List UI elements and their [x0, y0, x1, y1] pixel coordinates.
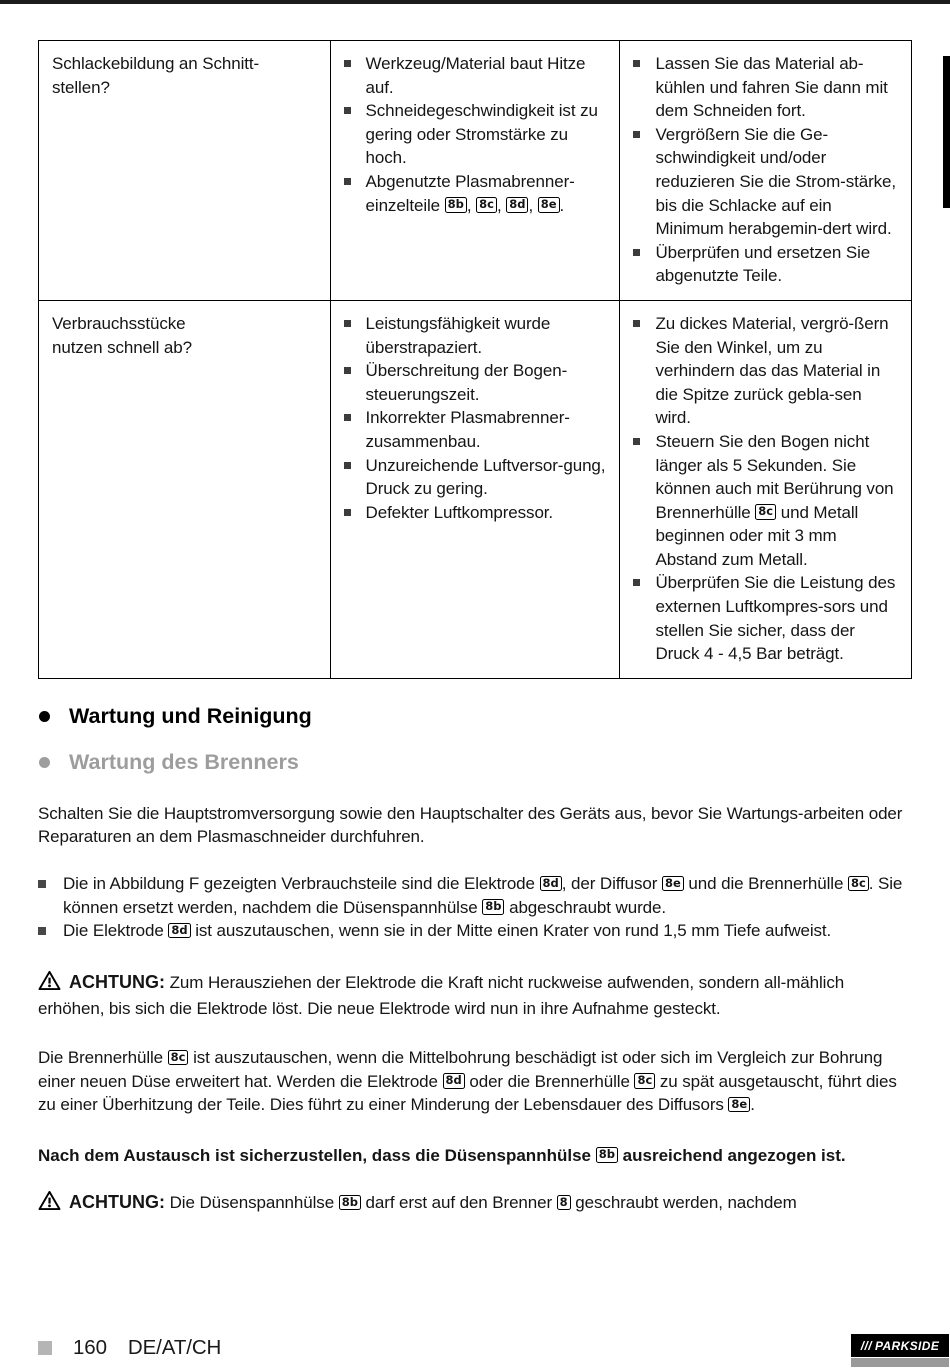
warning-note-nozzle-sleeve: [38, 1190, 912, 1218]
solution-item: [633, 241, 901, 288]
brand-name: PARKSIDE: [874, 1339, 940, 1353]
square-bullet-icon: [633, 131, 640, 138]
logo-slashes-icon: ///: [860, 1339, 872, 1353]
square-bullet-icon: [38, 927, 46, 935]
part-ref: 8d: [168, 923, 190, 939]
page-footer: [38, 1336, 221, 1360]
part-ref: 8c: [168, 1050, 189, 1066]
section-heading-torch-maintenance: [39, 749, 912, 776]
cause-item: [344, 99, 610, 170]
troubleshooting-table: [38, 40, 912, 679]
solution-text: Überprüfen Sie die Leistung des externen Luftkompres-sors und stellen Sie sicher, dass der Druck 4 - 4,5 Bar beträgt.: [655, 573, 896, 664]
part-ref: 8d: [443, 1073, 465, 1089]
warning-label: ACHTUNG:: [69, 971, 165, 992]
section-heading-maintenance: [39, 703, 912, 730]
solution-item: [633, 430, 901, 572]
table-row: [39, 41, 912, 301]
brand-logo: [851, 1334, 949, 1367]
footer-square-marker-icon: [38, 1341, 52, 1355]
solution-text: Vergrößern Sie die Ge-schwindigkeit und/oder reduzieren Sie die Strom-stärke, bis die Schlacke auf ein Minimum herabgemin-dert wird.: [655, 124, 897, 239]
square-bullet-icon: [344, 462, 351, 469]
page-number: 160: [73, 1336, 107, 1359]
part-ref: 8c: [755, 504, 776, 520]
cause-text: Defekter Luftkompressor.: [365, 502, 554, 522]
cause-text: Überschreitung der Bogen-steuerungszeit.: [365, 361, 568, 404]
cause-item: [344, 454, 610, 501]
solutions-cell: [620, 41, 912, 301]
page-side-index-marker: [943, 56, 950, 208]
part-ref: 8b: [339, 1195, 361, 1211]
cause-text: Leistungsfähigkeit wurde überstrapaziert.: [365, 313, 551, 357]
square-bullet-icon: [38, 880, 46, 888]
page-content: [38, 40, 912, 1218]
cause-text: Werkzeug/Material baut Hitze auf.: [365, 54, 586, 97]
square-bullet-icon: [344, 509, 351, 516]
paragraph-bold-retighten: Nach dem Austausch ist sicherzustellen, dass die Düsenspannhülse 8b ausreichend angezogen ist.: [38, 1145, 846, 1165]
solution-item: [633, 571, 901, 665]
part-ref: 8b: [482, 899, 504, 915]
part-ref: 8e: [662, 876, 684, 892]
solutions-cell: [620, 300, 912, 678]
cause-item: [344, 501, 610, 525]
cause-item: [344, 359, 610, 406]
solution-text: Zu dickes Material, vergrö-ßern Sie den Winkel, um zu verhindern das das Material in die Spitze zurück gebla-sen wird.: [655, 313, 889, 428]
square-bullet-icon: [633, 438, 640, 445]
warning-text: Die Düsenspannhülse 8b darf erst auf den Brenner 8 geschraubt werden, nachdem: [169, 1193, 797, 1213]
square-bullet-icon: [633, 320, 640, 327]
solution-text: Steuern Sie den Bogen nicht länger als 5 Sekunden. Sie können auch mit Berührung von Brennerhülle 8c und Metall beginnen oder mit 3 mm Abstand zum Metall.: [655, 431, 894, 569]
list-item-text: Die Elektrode 8d ist auszutauschen, wenn sie in der Mitte einen Krater von rund 1,5 mm Tiefe aufweist.: [63, 921, 832, 941]
cause-text: Abgenutzte Plasmabrenner-einzelteile 8b , 8c , 8d , 8e .: [365, 171, 575, 215]
part-ref: 8d: [506, 197, 528, 213]
paragraph-torch-sleeve: Die Brennerhülle 8c ist auszutauschen, wenn die Mittelbohrung beschädigt ist oder sich im Vergleich zur Bohrung einer neuen Düse erweitert hat. Werden die Elektrode 8d oder die Brennerhülle 8c zu spät ausgetauscht, führt dies zu einer Überhitzung der Teile. Dies führt zu einer Minderung der Lebensdauer des Diffusors 8e .: [38, 1048, 897, 1115]
warning-text: Zum Herausziehen der Elektrode die Kraft nicht ruckweise aufwenden, sondern all-mählich erhöhen, bis sich die Elektrode löst. Die neue Elektrode wird nun in ihre Aufnahme gesteckt.: [38, 972, 845, 1019]
solution-item: [633, 123, 901, 241]
cause-text: Schneidegeschwindigkeit ist zu gering oder Stromstärke zu hoch.: [365, 101, 598, 168]
square-bullet-icon: [344, 107, 351, 114]
part-ref: 8b: [445, 197, 467, 213]
list-item: [38, 919, 912, 943]
circle-bullet-icon: [39, 757, 50, 768]
warning-label: ACHTUNG:: [69, 1192, 165, 1213]
part-ref: 8c: [848, 876, 869, 892]
warning-triangle-icon: [38, 970, 61, 998]
solution-text: Überprüfen und ersetzen Sie abgenutzte Teile.: [655, 242, 871, 286]
list-item-text: Die in Abbildung F gezeigten Verbrauchsteile sind die Elektrode 8d , der Diffusor 8e und die Brennerhülle 8c . Sie können ersetzt werden, nachdem die Düsenspannhülse 8b abgeschraubt wurde.: [63, 874, 903, 917]
square-bullet-icon: [633, 60, 640, 67]
cause-text: Inkorrekter Plasmabrenner-zusammenbau.: [365, 408, 570, 451]
problem-text: Schlackebildung an Schnitt- stellen?: [52, 54, 260, 97]
region-code: DE/AT/CH: [127, 1336, 222, 1359]
warning-triangle-icon: [38, 1190, 61, 1218]
cause-item: [344, 52, 610, 99]
cause-item: [344, 406, 610, 453]
part-ref: 8d: [540, 876, 562, 892]
list-item: [38, 872, 912, 919]
square-bullet-icon: [633, 579, 640, 586]
logo-gray-bar: [851, 1358, 949, 1367]
part-ref: 8: [557, 1195, 571, 1211]
square-bullet-icon: [344, 414, 351, 421]
circle-bullet-icon: [39, 711, 50, 722]
warning-note-electrode: [38, 970, 912, 1021]
part-ref: 8c: [476, 197, 497, 213]
square-bullet-icon: [344, 320, 351, 327]
causes-cell: [330, 300, 620, 678]
causes-cell: [330, 41, 620, 301]
solution-item: [633, 312, 901, 430]
cause-item: [344, 170, 610, 217]
square-bullet-icon: [633, 249, 640, 256]
section-heading-text: Wartung des Brenners: [69, 749, 299, 774]
square-bullet-icon: [344, 178, 351, 185]
consumables-list: [38, 872, 912, 943]
solution-text: Lassen Sie das Material ab-kühlen und fahren Sie dann mit dem Schneiden fort.: [655, 54, 888, 121]
part-ref: 8b: [596, 1147, 618, 1163]
part-ref: 8e: [538, 197, 560, 213]
cause-text: Unzureichende Luftversor-gung, Druck zu gering.: [365, 455, 606, 499]
problem-cell: [39, 300, 331, 678]
table-row: [39, 300, 912, 678]
section-heading-text: Wartung und Reinigung: [69, 703, 312, 728]
square-bullet-icon: [344, 367, 351, 374]
cause-item: [344, 312, 610, 359]
page-top-edge-marker: [0, 0, 950, 4]
solution-item: [633, 52, 901, 123]
square-bullet-icon: [344, 60, 351, 67]
part-ref: 8e: [728, 1097, 750, 1113]
problem-text: Verbrauchsstücke nutzen schnell ab?: [52, 313, 192, 357]
part-ref: 8c: [634, 1073, 655, 1089]
paragraph-shutdown-notice: Schalten Sie die Hauptstromversorgung sowie den Hauptschalter des Geräts aus, bevor Sie Wartungs-arbeiten oder Reparaturen an dem Plasmaschneider durchfuhren.: [38, 803, 903, 847]
problem-cell: [39, 41, 331, 301]
